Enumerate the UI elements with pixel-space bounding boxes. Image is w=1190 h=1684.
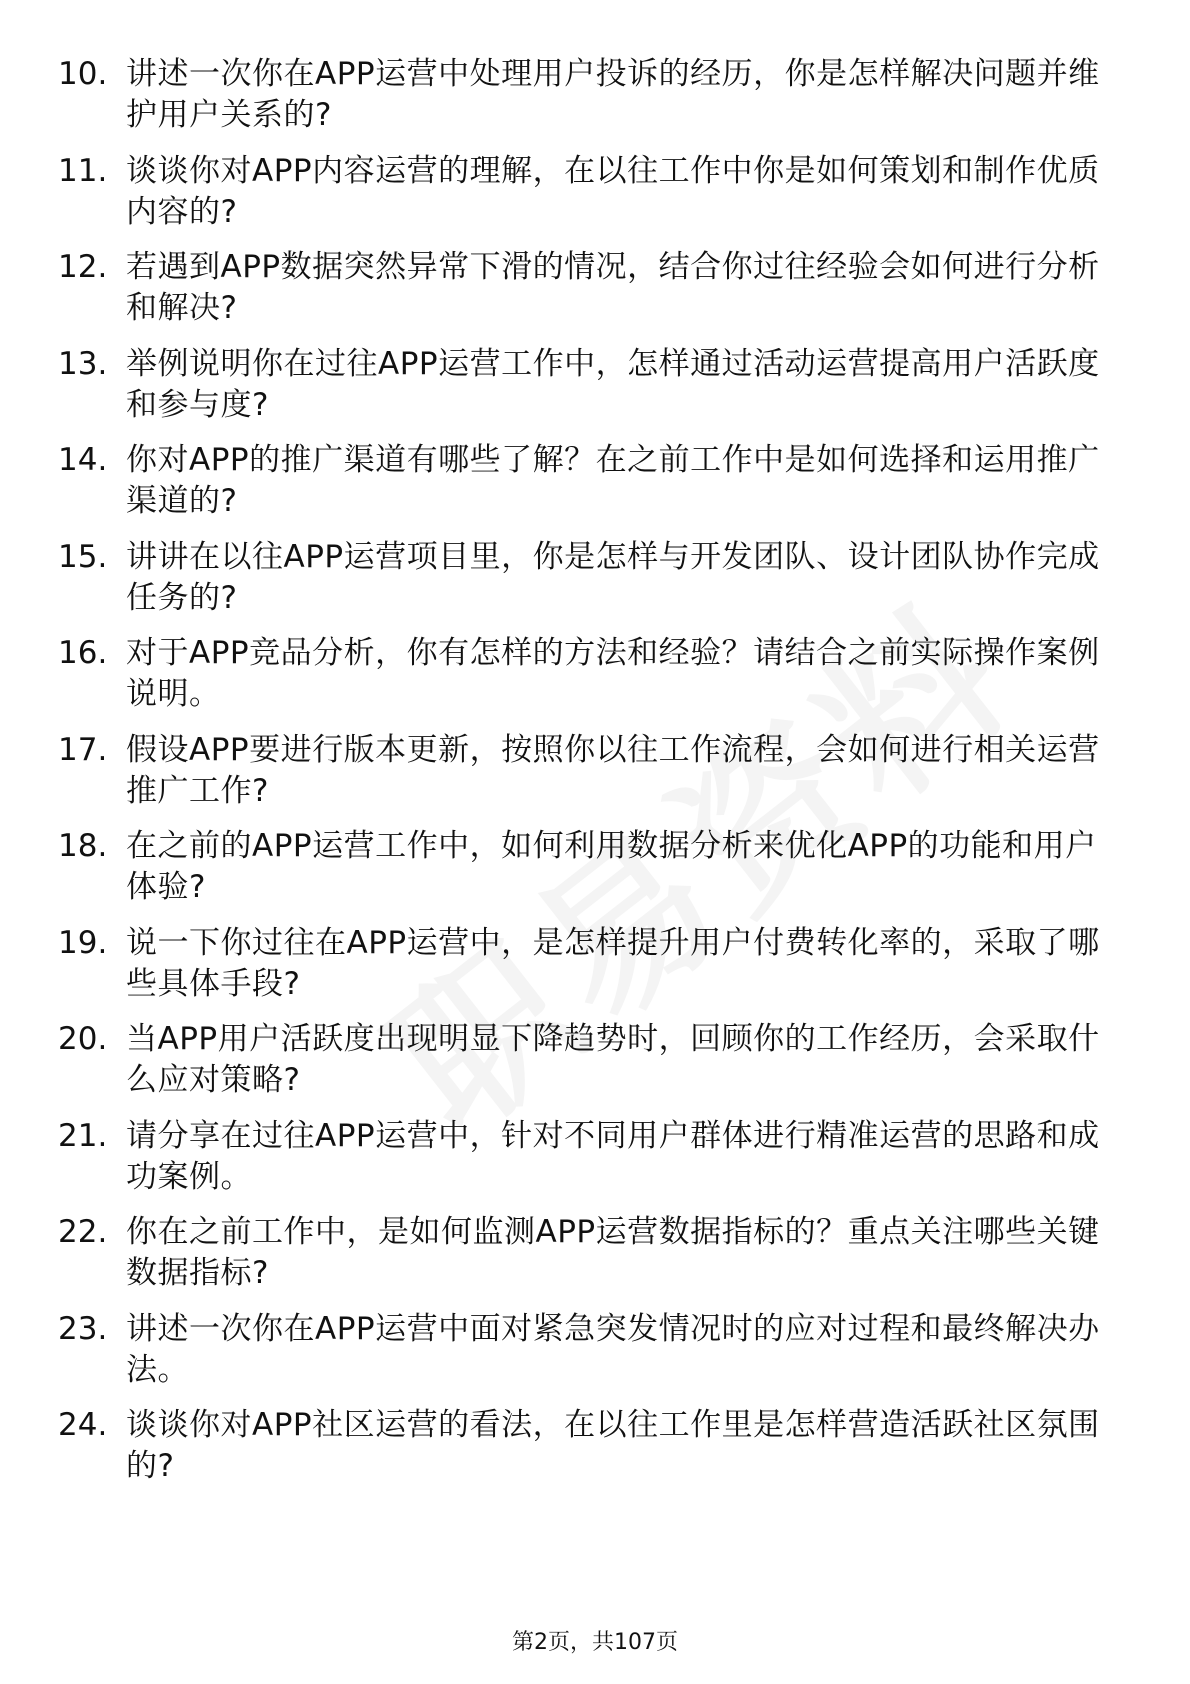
question-text: 在之前的APP运营工作中，如何利用数据分析来优化APP的功能和用户体验?	[126, 828, 1097, 905]
question-text: 当APP用户活跃度出现明显下降趋势时，回顾你的工作经历，会采取什么应对策略?	[126, 1021, 1100, 1098]
question-number: 11.	[58, 152, 108, 189]
question-item	[58, 826, 1118, 923]
question-item	[58, 730, 1118, 827]
question-text: 若遇到APP数据突然异常下滑的情况，结合你过往经验会如何进行分析和解决?	[126, 249, 1100, 326]
question-number: 10.	[58, 56, 108, 92]
question-item	[58, 344, 1118, 441]
question-number: 20.	[58, 1021, 108, 1057]
question-item	[58, 54, 1118, 151]
question-text: 你对APP的推广渠道有哪些了解？在之前工作中是如何选择和运用推广渠道的?	[126, 442, 1100, 519]
question-item	[58, 1405, 1118, 1502]
question-text: 说一下你过往在APP运营中，是怎样提升用户付费转化率的，采取了哪些具体手段?	[126, 924, 1100, 1002]
question-text: 假设APP要进行版本更新，按照你以往工作流程，会如何进行相关运营推广工作?	[126, 731, 1100, 809]
question-text: 对于APP竞品分析，你有怎样的方法和经验？请结合之前实际操作案例说明。	[126, 635, 1100, 712]
question-number: 17.	[58, 731, 108, 768]
question-number: 22.	[58, 1214, 108, 1250]
question-text: 讲述一次你在APP运营中面对紧急突发情况时的应对过程和最终解决办法。	[126, 1310, 1100, 1388]
question-number: 13.	[58, 345, 108, 382]
question-text: 你在之前工作中，是如何监测APP运营数据指标的？重点关注哪些关键数据指标?	[126, 1214, 1100, 1291]
question-number: 14.	[58, 442, 108, 478]
question-text: 请分享在过往APP运营中，针对不同用户群体进行精准运营的思路和成功案例。	[126, 1117, 1100, 1195]
question-text: 举例说明你在过往APP运营工作中，怎样通过活动运营提高用户活跃度和参与度?	[126, 345, 1100, 423]
question-number: 16.	[58, 635, 108, 671]
question-number: 24.	[58, 1407, 108, 1443]
question-text: 谈谈你对APP内容运营的理解，在以往工作中你是如何策划和制作优质内容的?	[126, 152, 1100, 230]
question-item	[58, 1019, 1118, 1116]
question-text: 讲述一次你在APP运营中处理用户投诉的经历，你是怎样解决问题并维护用户关系的?	[126, 56, 1100, 133]
question-item	[58, 440, 1118, 537]
question-item	[58, 1116, 1118, 1213]
question-item	[58, 923, 1118, 1020]
question-item	[58, 537, 1118, 634]
question-text: 谈谈你对APP社区运营的看法，在以往工作里是怎样营造活跃社区氛围的?	[126, 1407, 1100, 1484]
question-number: 21.	[58, 1117, 108, 1154]
page-footer: 第2页，共107页	[512, 1630, 678, 1655]
question-item	[58, 633, 1118, 730]
question-list	[58, 54, 1118, 1502]
question-item	[58, 151, 1118, 248]
question-item	[58, 247, 1118, 344]
question-item	[58, 1309, 1118, 1406]
question-number: 19.	[58, 924, 108, 961]
question-item	[58, 1212, 1118, 1309]
question-number: 18.	[58, 828, 108, 864]
question-text: 讲讲在以往APP运营项目里，你是怎样与开发团队、设计团队协作完成任务的?	[126, 538, 1100, 616]
question-number: 15.	[58, 538, 108, 575]
question-number: 12.	[58, 249, 108, 285]
question-number: 23.	[58, 1310, 108, 1347]
